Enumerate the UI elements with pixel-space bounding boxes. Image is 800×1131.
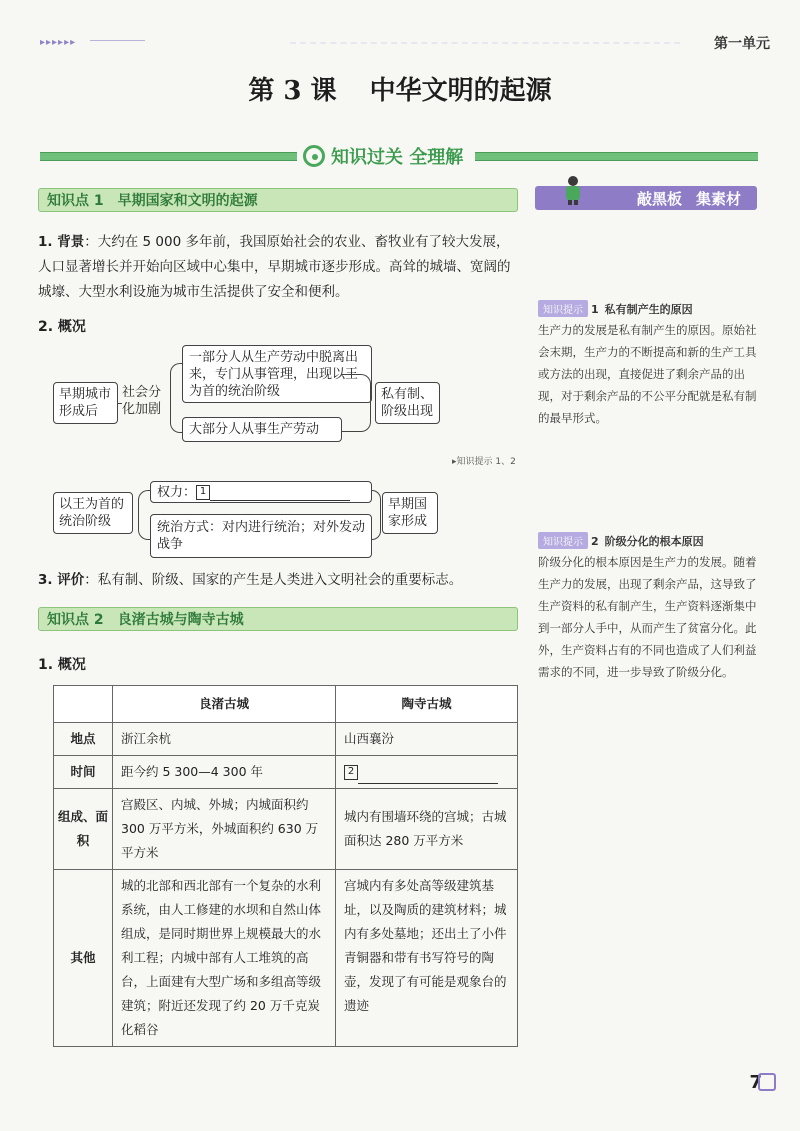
kp2-overview-label: 1. 概况 — [38, 657, 86, 673]
comparison-table — [53, 685, 518, 1047]
teacher-figure-icon — [560, 175, 586, 205]
tip-reference: ▸知识提示 1、2 — [452, 457, 516, 467]
kp1-name: 早期国家和文明的起源 — [117, 193, 258, 209]
kp1-p1-label: 1. 背景 — [38, 234, 85, 250]
unit-label: 第一单元 — [714, 36, 770, 52]
sidebar-head-a: 敲黑板 — [636, 189, 682, 208]
diagram1-node-c1: 一部分人从生产劳动中脱离出来，专门从事管理，出现以王为首的统治阶级 — [182, 345, 372, 403]
kp2-name: 良渚古城与陶寺古城 — [117, 612, 244, 628]
tip-badge: 知识提示 — [538, 300, 588, 317]
tip-2 — [538, 530, 760, 683]
table-cell — [336, 756, 518, 789]
kp1-p1-text: ：大约在 5 000 多年前，我国原始社会的农业、畜牧业有了较大发展，人口显著增长并开始向区域中心集中，早期城市逐步形成。高耸的城墙、宽阔的城壕、大型水利设施为城市生活提供了安全和便利。 — [38, 234, 511, 300]
table-cell: 山西襄汾 — [336, 723, 518, 756]
diagram2-power-label: 权力： — [157, 485, 197, 500]
blank-marker: 2 — [344, 765, 358, 780]
kp1-number: 知识点 1 — [47, 193, 104, 209]
row-header: 其他 — [54, 870, 113, 1047]
kp2-heading — [38, 607, 518, 631]
tip-title: 阶级分化的根本原因 — [604, 535, 704, 548]
table-cell: 浙江余杭 — [113, 723, 336, 756]
kp1-heading — [38, 188, 518, 212]
header-line — [90, 40, 145, 41]
tip-1 — [538, 298, 760, 429]
section-banner-label: 知识过关 全理解 — [331, 147, 464, 168]
table-corner — [54, 686, 113, 723]
table-cell: 宫殿区、内城、外城；内城面积约 300 万平方米，外城面积约 630 万平方米 — [113, 789, 336, 870]
diagram2-node-b1 — [150, 481, 372, 503]
table-col-header: 陶寺古城 — [336, 686, 518, 723]
diagram1-brace-right — [342, 374, 371, 432]
table-cell: 宫城内有多处高等级建筑基址，以及陶质的建筑材料；城内有多处墓地；还出土了小件青铜器和带有书写符号的陶壶，发现了有可能是观象台的遗迹 — [336, 870, 518, 1047]
tip-text: 阶级分化的根本原因是生产力的发展。随着生产力的发展，出现了剩余产品，这导致了生产资料的私有制产生，生产资料逐渐集中到一部分人手中，从而产生了贫富分化。此外，生产资料占有的不同也造成了人们利益需求的不同，进一步导致了阶级分化。 — [538, 555, 757, 679]
diagram2-node-a: 以王为首的统治阶级 — [53, 492, 133, 534]
table-row — [54, 870, 518, 1047]
row-header: 时间 — [54, 756, 113, 789]
kp1-evaluation — [38, 568, 520, 593]
lesson-number: 第 3 课 — [248, 76, 337, 106]
table-cell: 城的北部和西北部有一个复杂的水利系统，由人工修建的水坝和自然山体组成，是同时期世界上规模最大的水利工程；内城中部有人工堆筑的高台，上面建有大型广场和多组高等级建筑；附近还发现了约 20 万千克炭化稻谷 — [113, 870, 336, 1047]
answer-blank[interactable] — [210, 500, 350, 501]
diagram2-node-c: 早期国家形成 — [382, 492, 438, 534]
table-row — [54, 756, 518, 789]
header-dashes — [290, 42, 680, 44]
table-cell: 距今约 5 300—4 300 年 — [113, 756, 336, 789]
row-header: 地点 — [54, 723, 113, 756]
diagram2-node-b2: 统治方式：对内进行统治；对外发动战争 — [150, 514, 372, 558]
blank-marker: 1 — [196, 485, 210, 500]
page-title — [0, 70, 800, 107]
sidebar-head-b: 集素材 — [695, 189, 741, 208]
table-header-row — [54, 686, 518, 723]
section-banner — [297, 143, 475, 169]
kp1-background — [38, 230, 520, 305]
tip-number: 1 — [591, 303, 599, 316]
table-row — [54, 789, 518, 870]
diagram1-node-c2: 大部分人从事生产劳动 — [182, 417, 342, 442]
tip-text: 生产力的发展是私有制产生的原因。原始社会末期，生产力的不断提高和新的生产工具或方法的出现，直接促进了剩余产品的出现，对于剩余产品的不公平分配就是私有制的最早形式。 — [538, 323, 757, 425]
table-cell: 城内有围墙环绕的宫城；古城面积达 280 万平方米 — [336, 789, 518, 870]
lesson-name: 中华文明的起源 — [369, 76, 552, 106]
table-row — [54, 723, 518, 756]
diagram1-node-a: 早期城市形成后 — [53, 382, 118, 424]
table-col-header: 良渚古城 — [113, 686, 336, 723]
kp1-p3-label: 3. 评价 — [38, 572, 85, 588]
book-icon — [758, 1073, 776, 1091]
answer-blank[interactable] — [358, 783, 498, 784]
diagram2-brace-right — [372, 490, 381, 540]
row-header: 组成、面积 — [54, 789, 113, 870]
diagram1-node-d: 私有制、阶级出现 — [375, 382, 440, 424]
kp1-p3-text: ：私有制、阶级、国家的产生是人类进入文明社会的重要标志。 — [84, 572, 463, 588]
tip-number: 2 — [591, 535, 599, 548]
page-number: 7 — [749, 1072, 762, 1093]
tip-badge: 知识提示 — [538, 532, 588, 549]
kp2-number: 知识点 2 — [47, 612, 104, 628]
kp1-overview-label: 2. 概况 — [38, 319, 86, 335]
header-dots: ▸▸▸▸▸▸ — [40, 37, 77, 48]
tip-title: 私有制产生的原因 — [604, 303, 693, 316]
swirl-icon — [303, 145, 325, 167]
diagram1-node-b: 社会分化加剧 — [122, 385, 162, 417]
